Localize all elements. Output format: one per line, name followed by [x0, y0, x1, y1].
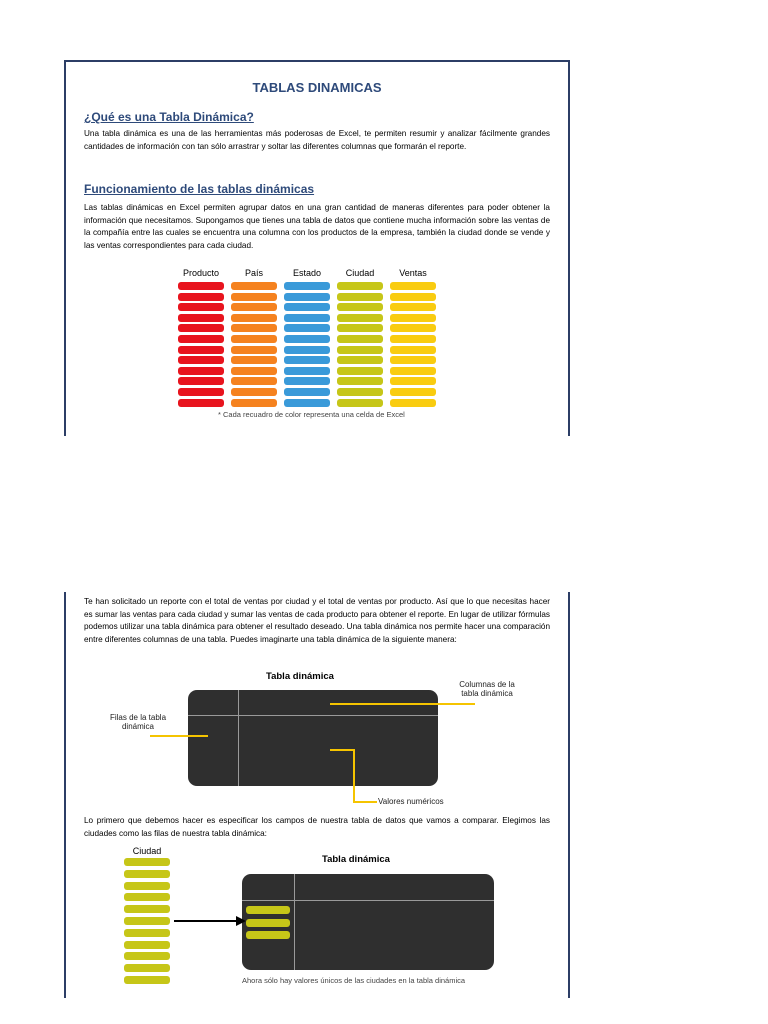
pivot-row-divider-2 — [294, 874, 295, 970]
excel-cell — [284, 346, 330, 354]
excel-cell — [390, 282, 436, 290]
excel-cell — [337, 388, 383, 396]
pivot-column-divider — [188, 715, 438, 716]
excel-cell — [390, 293, 436, 301]
ciudad-cell — [124, 941, 170, 949]
document-page-2 — [64, 592, 570, 998]
excel-cell — [231, 346, 277, 354]
ciudad-cell — [124, 917, 170, 925]
cells-caption: * Cada recuadro de color representa una celda de Excel — [218, 410, 405, 419]
excel-cell — [337, 399, 383, 407]
excel-cell — [337, 367, 383, 375]
excel-cell — [337, 346, 383, 354]
excel-cell — [390, 314, 436, 322]
pivot-row-divider — [238, 690, 239, 786]
excel-cell — [390, 388, 436, 396]
ciudad-cell — [124, 952, 170, 960]
excel-cell — [231, 293, 277, 301]
heading-what-is: ¿Qué es una Tabla Dinámica? — [84, 110, 254, 124]
unique-city-cell — [246, 906, 290, 914]
paragraph-intro: Una tabla dinámica es una de las herramientas más poderosas de Excel, te permiten resumir y analizar fácilmente grandes cantidades de información con tan sólo arrastrar y soltar las diferentes columnas que formarán el reporte. — [84, 129, 550, 151]
ciudad-cell — [124, 976, 170, 984]
excel-cell — [284, 367, 330, 375]
excel-cell — [231, 282, 277, 290]
column-label-ventas: Ventas — [399, 268, 427, 278]
excel-cell — [390, 335, 436, 343]
arrow-right-icon — [174, 914, 246, 928]
excel-cell — [337, 282, 383, 290]
rows-pointer-line — [150, 735, 208, 737]
excel-cell — [178, 303, 224, 311]
unique-city-cells — [246, 906, 290, 946]
excel-cell — [231, 388, 277, 396]
unique-city-cell — [246, 931, 290, 939]
excel-cell — [337, 377, 383, 385]
page-title: TABLAS DINAMICAS — [252, 80, 382, 95]
pivot-diagram-title: Tabla dinámica — [266, 671, 334, 682]
excel-cell — [178, 282, 224, 290]
excel-cell — [390, 399, 436, 407]
excel-cell — [390, 367, 436, 375]
ciudad-cell — [124, 858, 170, 866]
excel-cell — [178, 399, 224, 407]
excel-cell — [284, 356, 330, 364]
column-label-pais: País — [244, 268, 263, 278]
excel-cell — [178, 377, 224, 385]
values-pointer-line-h2 — [353, 801, 377, 803]
document-page-1 — [64, 60, 570, 436]
excel-cell — [178, 388, 224, 396]
excel-cell — [178, 356, 224, 364]
excel-cell — [337, 324, 383, 332]
pivot-column-divider-2 — [242, 900, 494, 901]
excel-cell — [178, 324, 224, 332]
heading-how-it-works: Funcionamiento de las tablas dinámicas — [84, 182, 315, 196]
excel-cell — [337, 314, 383, 322]
excel-cell — [390, 303, 436, 311]
excel-cell — [390, 324, 436, 332]
excel-cell — [178, 314, 224, 322]
excel-cell — [390, 356, 436, 364]
excel-cell — [284, 303, 330, 311]
excel-cell — [231, 303, 277, 311]
values-label: Valores numéricos — [378, 797, 444, 806]
ciudad-cell — [124, 964, 170, 972]
excel-cell — [231, 399, 277, 407]
pivot-table-shape-2 — [242, 874, 494, 970]
ciudad-cell — [124, 905, 170, 913]
unique-values-caption: Ahora sólo hay valores únicos de las ciudades en la tabla dinámica — [242, 976, 466, 985]
excel-cell — [284, 282, 330, 290]
ciudad-cell — [124, 882, 170, 890]
excel-cell — [337, 293, 383, 301]
excel-cell — [178, 367, 224, 375]
ciudad-field-cells — [124, 858, 170, 988]
unique-city-cell — [246, 919, 290, 927]
excel-cell — [284, 377, 330, 385]
paragraph-how-it-works: Las tablas dinámicas en Excel permiten agrupar datos en una gran cantidad de maneras diferentes para poder obtener la información que necesitamos. Supongamos que tienes una tabla de datos que contiene mucha información sobre las ventas de la compañía entre las cuales se encuentra una columna con los productos de la empresa, también la ciudad donde se vende y las ventas correspondientes para cada ciudad. — [84, 203, 550, 250]
rows-label: Filas de la tabla dinámica — [109, 713, 167, 731]
column-label-ciudad: Ciudad — [345, 268, 375, 278]
ciudad-field-label: Ciudad — [132, 846, 162, 856]
excel-cell — [337, 303, 383, 311]
ciudad-cell — [124, 893, 170, 901]
pivot-diagram-2-title: Tabla dinámica — [322, 854, 390, 865]
column-label-producto: Producto — [182, 268, 220, 278]
paragraph-choose-fields: Lo primero que debemos hacer es especificar los campos de nuestra tabla de datos que vamos a comparar. Elegimos las ciudades como las filas de nuestra tabla dinámica: — [84, 816, 550, 838]
excel-cell — [284, 388, 330, 396]
columns-pointer-line — [330, 703, 475, 705]
excel-columns-diagram — [178, 268, 438, 418]
excel-cell — [231, 335, 277, 343]
ciudad-cell — [124, 929, 170, 937]
columns-label: Columnas de la tabla dinámica — [459, 680, 515, 698]
excel-cell — [178, 293, 224, 301]
excel-cell — [284, 293, 330, 301]
excel-cell — [231, 356, 277, 364]
excel-cell — [284, 324, 330, 332]
excel-cell — [337, 335, 383, 343]
values-pointer-line-v — [353, 749, 355, 803]
excel-cell — [284, 399, 330, 407]
excel-cell — [231, 377, 277, 385]
excel-cell — [337, 356, 383, 364]
values-pointer-line-h — [330, 749, 354, 751]
excel-cell — [231, 367, 277, 375]
ciudad-cell — [124, 870, 170, 878]
excel-cell — [231, 314, 277, 322]
excel-cell — [178, 346, 224, 354]
excel-cell — [390, 377, 436, 385]
excel-cell — [390, 346, 436, 354]
excel-cell — [284, 314, 330, 322]
paragraph-report: Te han solicitado un reporte con el total de ventas por ciudad y el total de ventas por producto. Así que lo que necesitas hacer es sumar las ventas para cada ciudad y sumar las ventas de cada producto para obtener el reporte. En lugar de utilizar fórmulas podemos utilizar una tabla dinámica para obtener el resultado deseado. Una tabla dinámica nos permite hacer una comparación entre diferentes columnas de una tabla. Puedes imaginarte una tabla dinámica de la siguiente manera: — [84, 597, 550, 644]
excel-cell — [231, 324, 277, 332]
column-label-estado: Estado — [292, 268, 322, 278]
excel-cell — [178, 335, 224, 343]
excel-cell — [284, 335, 330, 343]
